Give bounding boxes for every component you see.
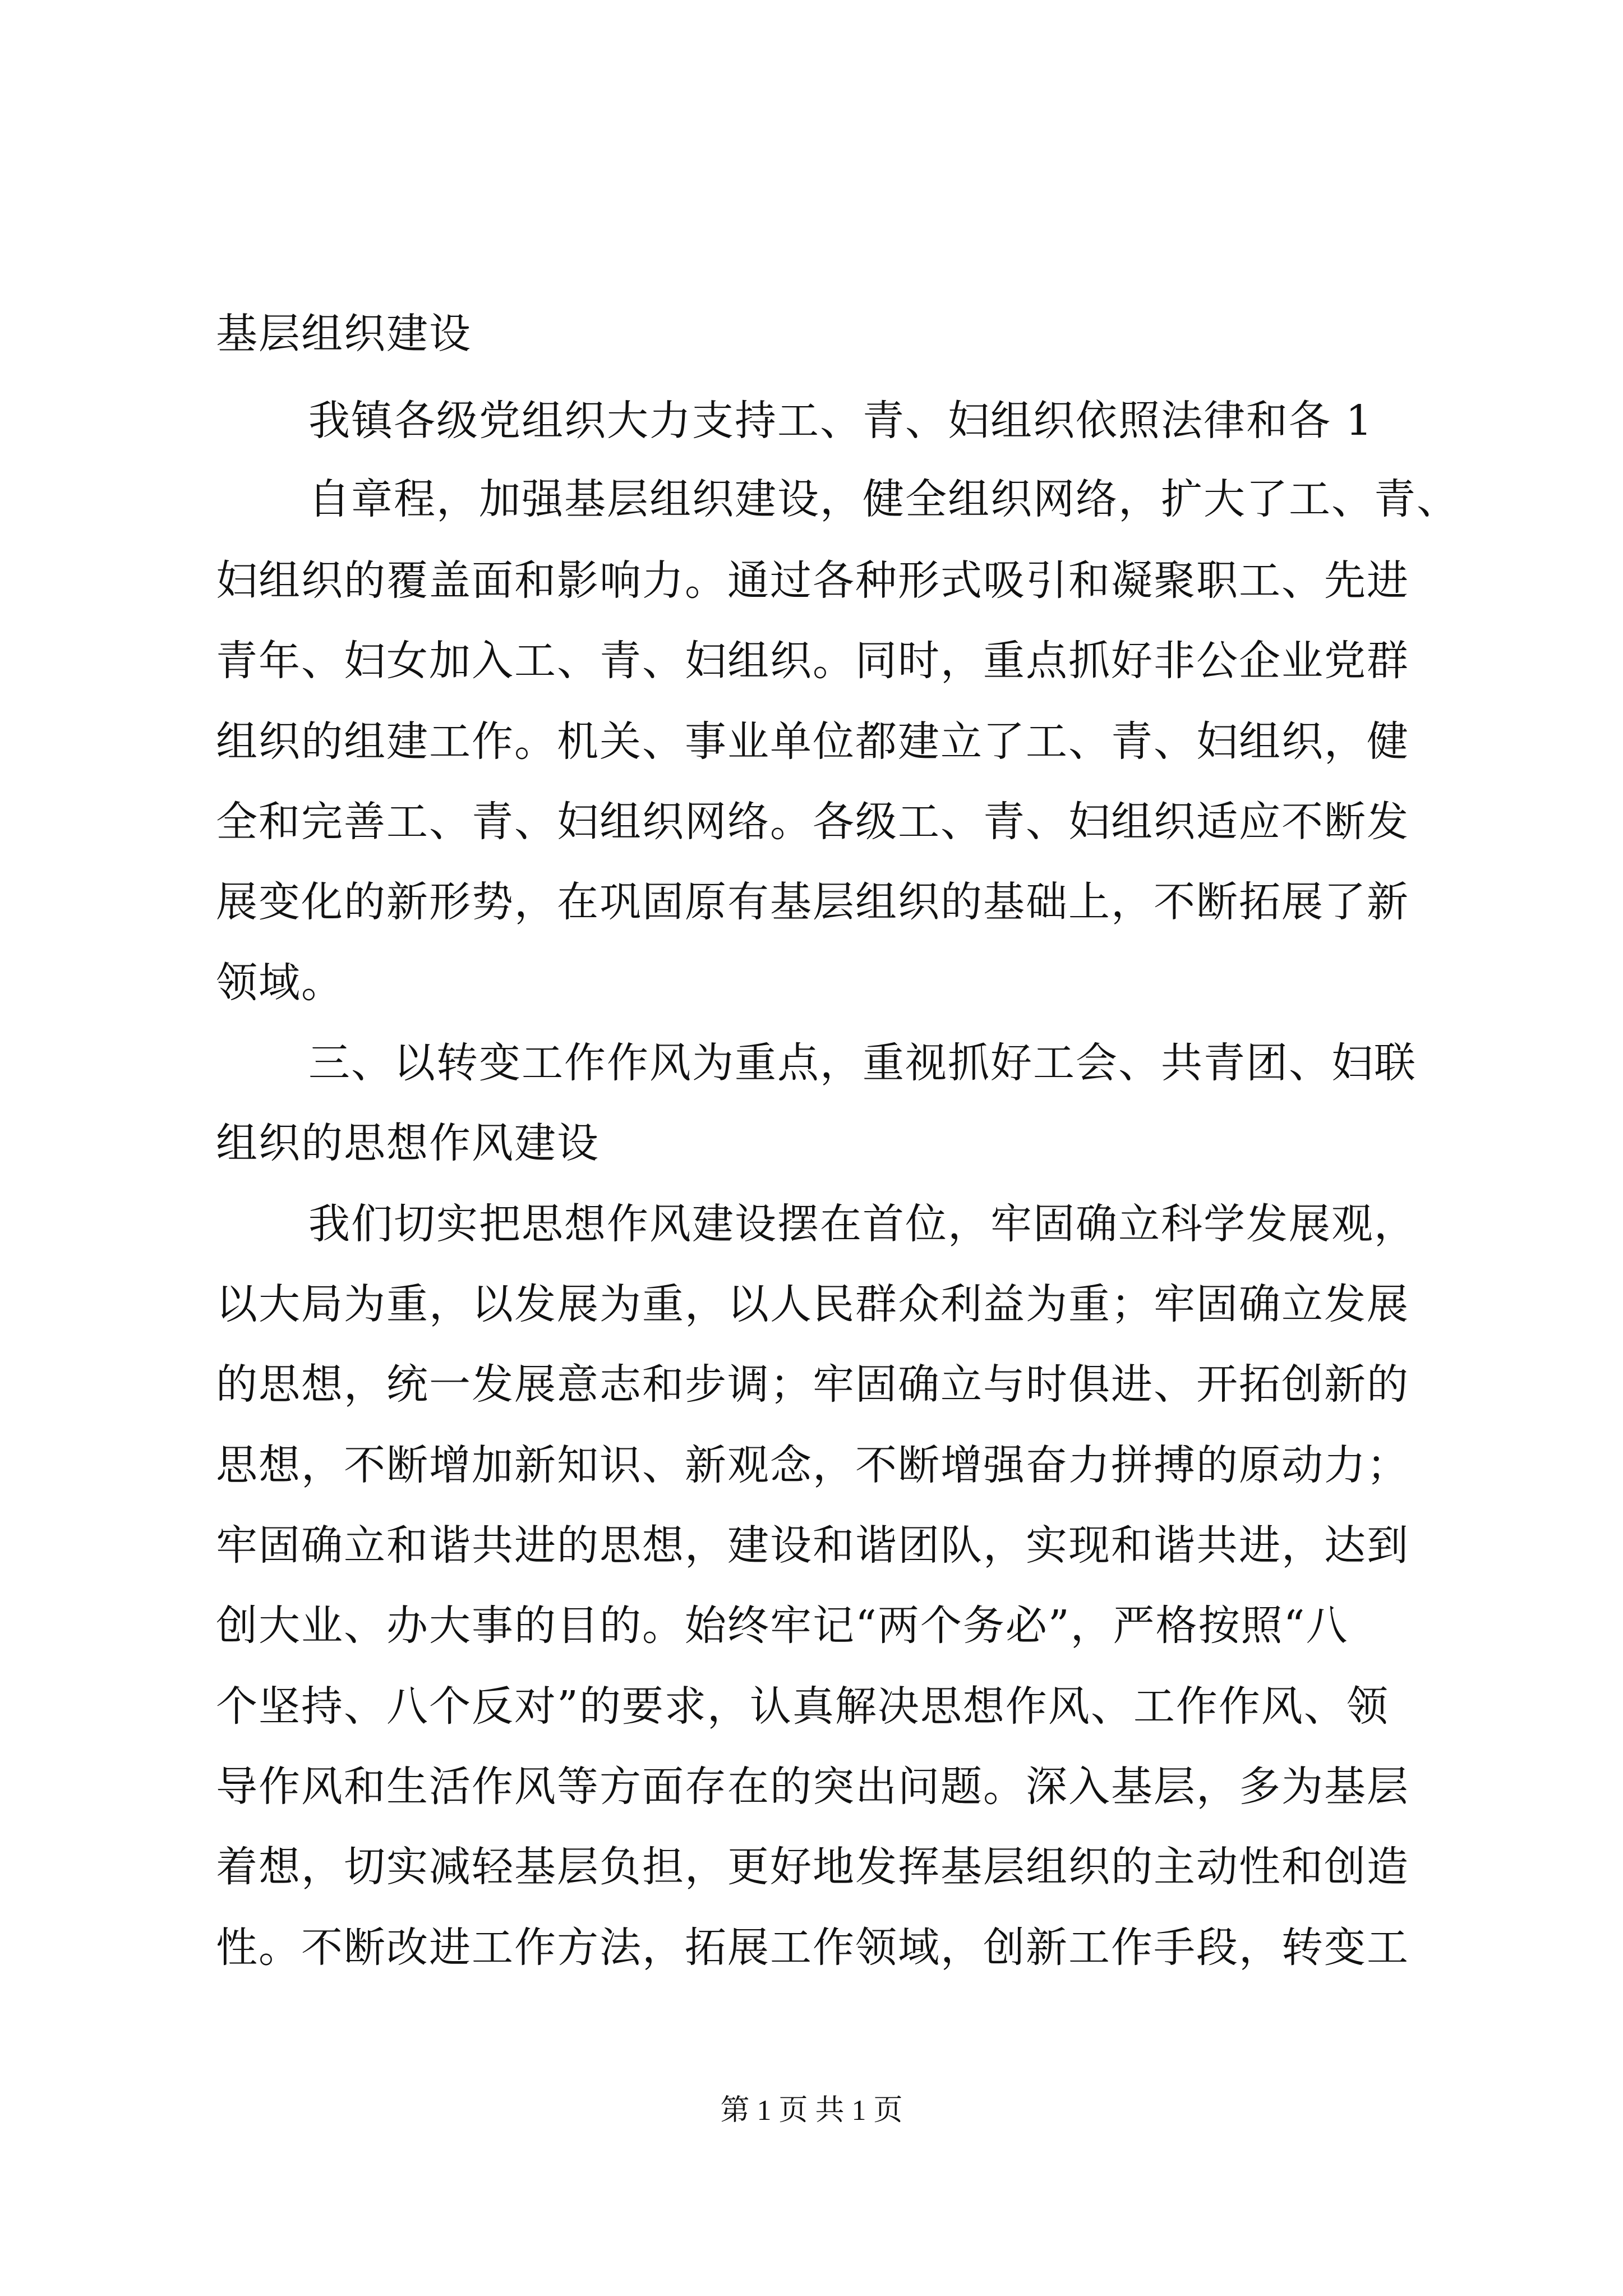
paragraph-line: 妇组织的覆盖面和影响力。通过各种形式吸引和凝聚职工、先进 <box>216 556 1409 605</box>
paragraph-line: 领域。 <box>216 959 344 1007</box>
paragraph-line: 展变化的新形势，在巩固原有基层组织的基础上，不断拓展了新 <box>216 878 1409 926</box>
paragraph-line: 个坚持、八个反对”的要求，认真解决思想作风、工作作风、领 <box>216 1682 1389 1731</box>
paragraph-line: 思想，不断增加新知识、新观念，不断增强奋力拼搏的原动力； <box>216 1441 1409 1489</box>
page-number-footer: 第 1 页 共 1 页 <box>720 2095 903 2127</box>
paragraph-line: 牢固确立和谐共进的思想，建设和谐团队，实现和谐共进，达到 <box>216 1521 1409 1570</box>
paragraph-line: 我们切实把思想作风建设摆在首位，牢固确立科学发展观， <box>308 1200 1417 1248</box>
paragraph-line: 全和完善工、青、妇组织网络。各级工、青、妇组织适应不断发 <box>216 798 1409 846</box>
paragraph-line: 着想，切实减轻基层负担，更好地发挥基层组织的主动性和创造 <box>216 1843 1409 1891</box>
paragraph-line: 我镇各级党组织大力支持工、青、妇组织依照法律和各 1 <box>308 397 1373 445</box>
section-heading-line: 基层组织建设 <box>216 310 472 358</box>
paragraph-line: 的思想，统一发展意志和步调；牢固确立与时俱进、开拓创新的 <box>216 1360 1409 1409</box>
section-heading-line: 组织的思想作风建设 <box>216 1119 600 1167</box>
paragraph-line: 组织的组建工作。机关、事业单位都建立了工、青、妇组织，健 <box>216 717 1409 766</box>
paragraph-line: 性。不断改进工作方法，拓展工作领域，创新工作手段，转变工 <box>216 1924 1409 1972</box>
paragraph-line: 导作风和生活作风等方面存在的突出问题。深入基层，多为基层 <box>216 1763 1409 1811</box>
paragraph-line: 自章程，加强基层组织建设，健全组织网络，扩大了工、青、 <box>308 475 1459 523</box>
section-heading-line: 三、以转变工作作风为重点，重视抓好工会、共青团、妇联 <box>308 1039 1417 1087</box>
paragraph-line: 以大局为重，以发展为重，以人民群众利益为重；牢固确立发展 <box>216 1280 1409 1328</box>
paragraph-line: 创大业、办大事的目的。始终牢记“两个务必”，严格按照“八 <box>216 1602 1349 1650</box>
paragraph-line: 青年、妇女加入工、青、妇组织。同时，重点抓好非公企业党群 <box>216 637 1409 685</box>
